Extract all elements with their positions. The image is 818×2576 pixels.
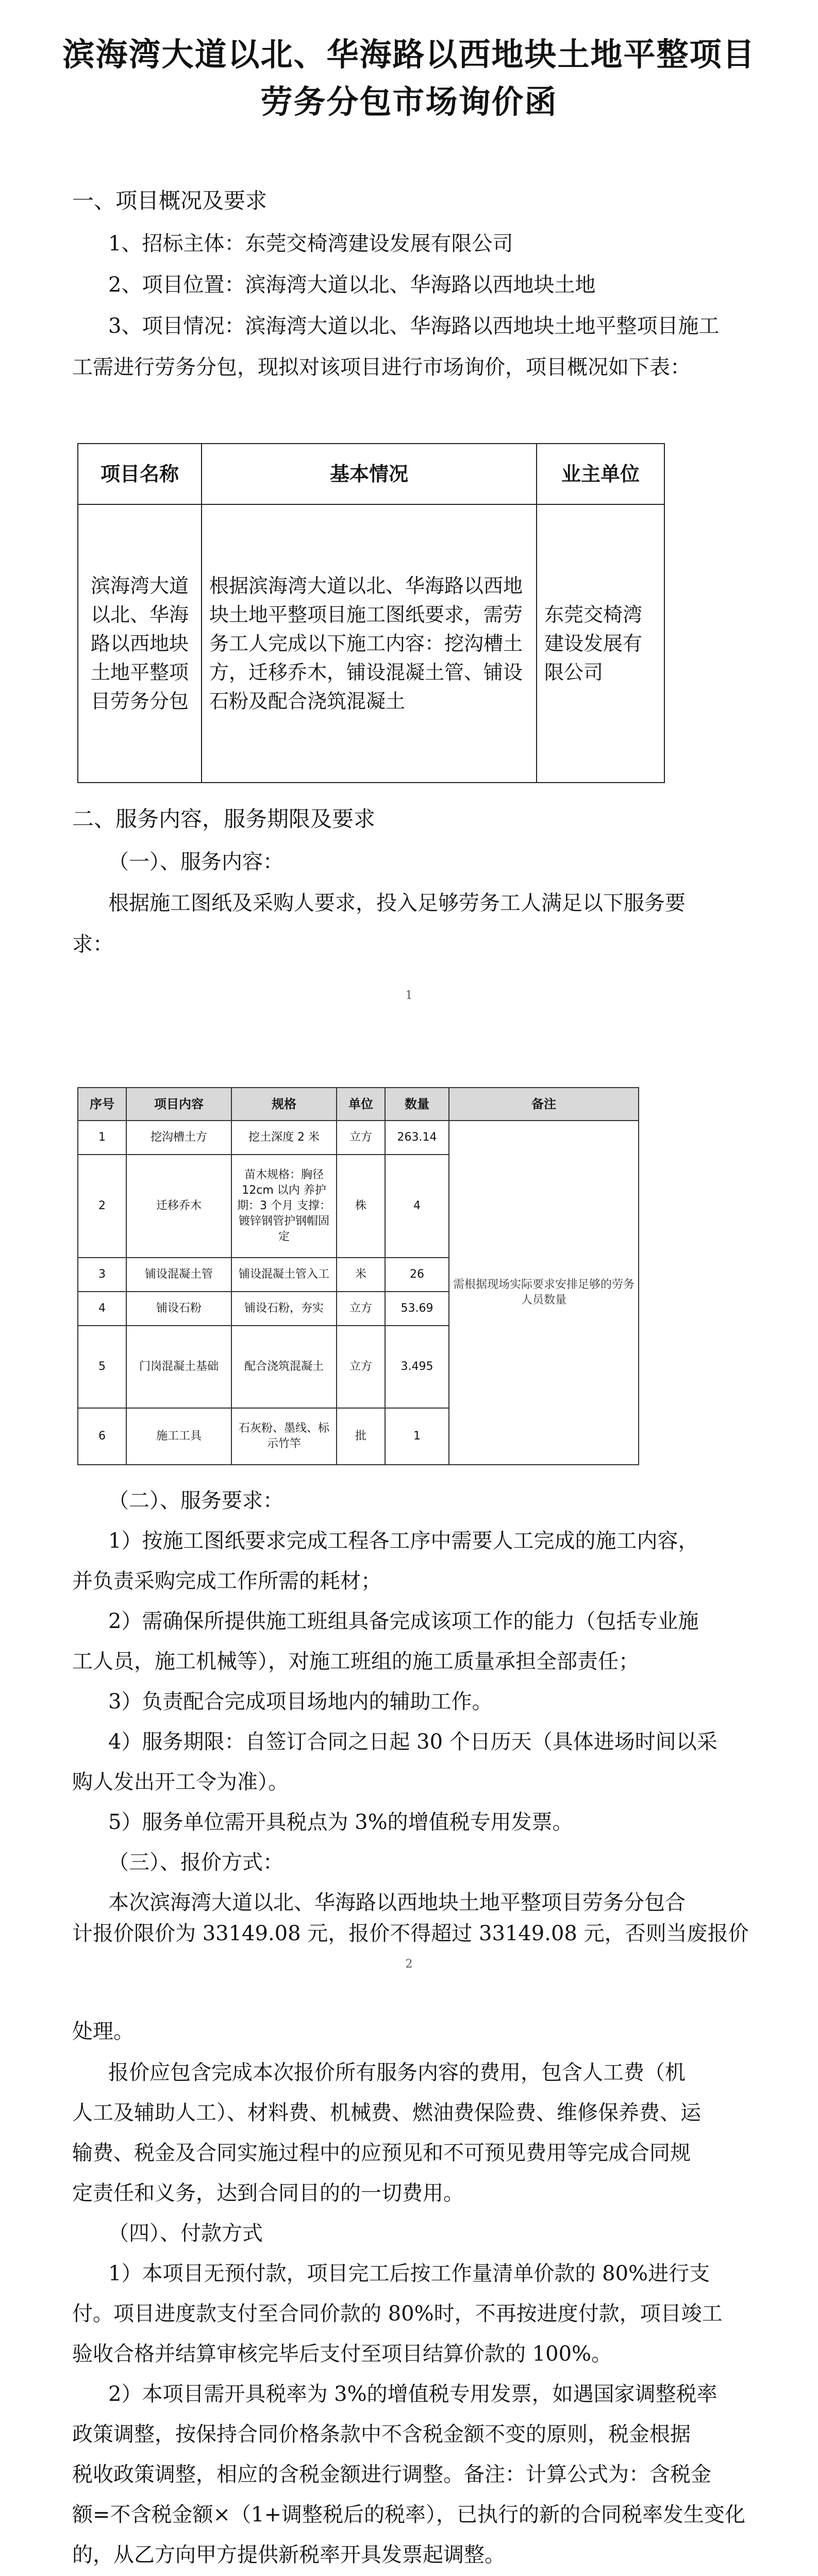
row-item: 铺设混凝土管 xyxy=(126,1258,231,1292)
paragraph: 额=不含税金额×（1+调整税后的税率），已执行的新的合同税率发生变化 xyxy=(72,2503,745,2527)
row-no: 2 xyxy=(78,1155,126,1258)
page-number: 2 xyxy=(405,1958,413,1971)
table-header: 备注 xyxy=(449,1088,639,1121)
table-header: 序号 xyxy=(78,1088,126,1121)
paragraph: 2）本项目需开具税率为 3%的增值税专用发票，如遇国家调整税率 xyxy=(108,2382,717,2406)
row-spec: 配合浇筑混凝土 xyxy=(231,1326,337,1408)
paragraph: 政策调整，按保持合同价格条款中不含税金额不变的原则，税金根据 xyxy=(72,2422,691,2446)
row-qty: 4 xyxy=(385,1155,449,1258)
paragraph: 购人发出开工令为准）。 xyxy=(72,1770,289,1794)
row-unit: 立方 xyxy=(337,1326,385,1408)
page-1 xyxy=(0,0,818,969)
paragraph: 2）需确保所提供施工班组具备完成该项工作的能力（包括专业施 xyxy=(108,1609,699,1633)
page-number: 1 xyxy=(405,989,413,1002)
paragraph: 3、项目情况：滨海湾大道以北、华海路以西地块土地平整项目施工 xyxy=(108,314,720,338)
project-owner-cell: 东莞交椅湾建设发展有限公司 xyxy=(537,504,664,783)
row-qty: 26 xyxy=(385,1258,449,1292)
paragraph: 2、项目位置：滨海湾大道以北、华海路以西地块土地 xyxy=(108,273,596,297)
row-unit: 立方 xyxy=(337,1292,385,1326)
paragraph: 1）按施工图纸要求完成工程各工序中需要人工完成的施工内容， xyxy=(108,1529,699,1553)
row-item: 迁移乔木 xyxy=(126,1155,231,1258)
row-no: 3 xyxy=(78,1258,126,1292)
row-spec: 挖土深度 2 米 xyxy=(231,1121,337,1155)
paragraph: 1）本项目无预付款，项目完工后按工作量清单价款的 80%进行支 xyxy=(108,2262,710,2285)
row-item: 门岗混凝土基础 xyxy=(126,1326,231,1408)
page-2 xyxy=(0,969,818,1947)
paragraph: 的，从乙方向甲方提供新税率开具发票起调整。 xyxy=(72,2543,505,2567)
document-title-line1: 滨海湾大道以北、华海路以西地块土地平整项目 xyxy=(62,36,756,73)
paragraph: 4）服务期限：自签订合同之日起 30 个日历天（具体进场时间以采 xyxy=(108,1730,717,1754)
row-unit: 米 xyxy=(337,1258,385,1292)
row-spec: 铺设石粉，夯实 xyxy=(231,1292,337,1326)
paragraph: 求： xyxy=(72,933,113,956)
project-overview-table xyxy=(77,443,665,783)
table-header: 项目名称 xyxy=(78,444,202,504)
row-item: 施工工具 xyxy=(126,1408,231,1465)
paragraph: 并负责采购完成工作所需的耗材； xyxy=(72,1569,381,1593)
row-qty: 3.495 xyxy=(385,1326,449,1408)
row-no: 4 xyxy=(78,1292,126,1326)
paragraph: 付。项目进度款支付至合同价款的 80%时，不再按进度付款，项目竣工 xyxy=(72,2302,723,2326)
row-item: 挖沟槽土方 xyxy=(126,1121,231,1155)
row-item: 铺设石粉 xyxy=(126,1292,231,1326)
row-spec: 铺设混凝土管入工 xyxy=(231,1258,337,1292)
table-header: 业主单位 xyxy=(537,444,664,504)
table-header: 规格 xyxy=(231,1088,337,1121)
row-unit: 立方 xyxy=(337,1121,385,1155)
table-row xyxy=(78,1121,639,1155)
subheading: （二）、服务要求： xyxy=(108,1489,283,1513)
section-heading: 一、项目概况及要求 xyxy=(72,188,268,213)
paragraph: 定责任和义务，达到合同目的的一切费用。 xyxy=(72,2181,464,2205)
paragraph: 计报价限价为 33149.08 元，报价不得超过 33149.08 元，否则当废报价 xyxy=(72,1922,749,1945)
subheading: （一）、服务内容： xyxy=(108,850,283,874)
project-name-cell: 滨海湾大道以北、华海路以西地块土地平整项目劳务分包 xyxy=(78,504,202,783)
paragraph: 工需进行劳务分包，现拟对该项目进行市场询价，项目概况如下表： xyxy=(72,355,691,379)
row-qty: 1 xyxy=(385,1408,449,1465)
row-spec: 石灰粉、墨线、标示竹竿 xyxy=(231,1408,337,1465)
subheading: （四）、付款方式 xyxy=(108,2222,263,2245)
table-header: 数量 xyxy=(385,1088,449,1121)
row-no: 1 xyxy=(78,1121,126,1155)
paragraph: 工人员，施工机械等），对施工班组的施工质量承担全部责任； xyxy=(72,1650,639,1673)
paragraph: 人工及辅助人工）、材料费、机械费、燃油费保险费、维修保养费、运 xyxy=(72,2101,701,2125)
paragraph: 根据施工图纸及采购人要求，投入足够劳务工人满足以下服务要 xyxy=(108,891,686,915)
row-qty: 263.14 xyxy=(385,1121,449,1155)
paragraph: 5）服务单位需开具税点为 3%的增值税专用发票。 xyxy=(108,1810,573,1834)
paragraph: 本次滨海湾大道以北、华海路以西地块土地平整项目劳务分包合 xyxy=(108,1891,686,1914)
subheading: （三）、报价方式： xyxy=(108,1851,283,1874)
row-spec: 苗木规格：胸径 12cm 以内 养护期：3 个月 支撑：镀锌钢管护钢帽固定 xyxy=(231,1155,337,1258)
service-items-table xyxy=(77,1087,639,1465)
table-header: 项目内容 xyxy=(126,1088,231,1121)
paragraph: 报价应包含完成本次报价所有服务内容的费用，包含人工费（机 xyxy=(108,2061,686,2084)
paragraph: 输费、税金及合同实施过程中的应预见和不可预见费用等完成合同规 xyxy=(72,2141,691,2165)
paragraph: 验收合格并结算审核完毕后支付至项目结算价款的 100%。 xyxy=(72,2342,612,2366)
paragraph: 处理。 xyxy=(72,2020,134,2043)
row-no: 5 xyxy=(78,1326,126,1408)
row-unit: 批 xyxy=(337,1408,385,1465)
page-3 xyxy=(0,1947,818,2576)
table-header: 基本情况 xyxy=(202,444,537,504)
section-heading: 二、服务内容，服务期限及要求 xyxy=(72,806,376,832)
row-unit: 株 xyxy=(337,1155,385,1258)
paragraph: 税收政策调整，相应的含税金额进行调整。备注：计算公式为：含税金 xyxy=(72,2463,711,2486)
project-desc-cell: 根据滨海湾大道以北、华海路以西地块土地平整项目施工图纸要求，需劳务工人完成以下施工内容：挖沟槽土方，迁移乔木，铺设混凝土管、铺设石粉及配合浇筑混凝土 xyxy=(202,504,537,783)
table-header: 单位 xyxy=(337,1088,385,1121)
paragraph: 3）负责配合完成项目场地内的辅助工作。 xyxy=(108,1690,493,1714)
row-no: 6 xyxy=(78,1408,126,1465)
paragraph: 1、招标主体：东莞交椅湾建设发展有限公司 xyxy=(108,232,513,256)
row-qty: 53.69 xyxy=(385,1292,449,1326)
document-title-line2: 劳务分包市场询价函 xyxy=(260,83,558,121)
remark-cell: 需根据现场实际要求安排足够的劳务人员数量 xyxy=(449,1121,639,1465)
